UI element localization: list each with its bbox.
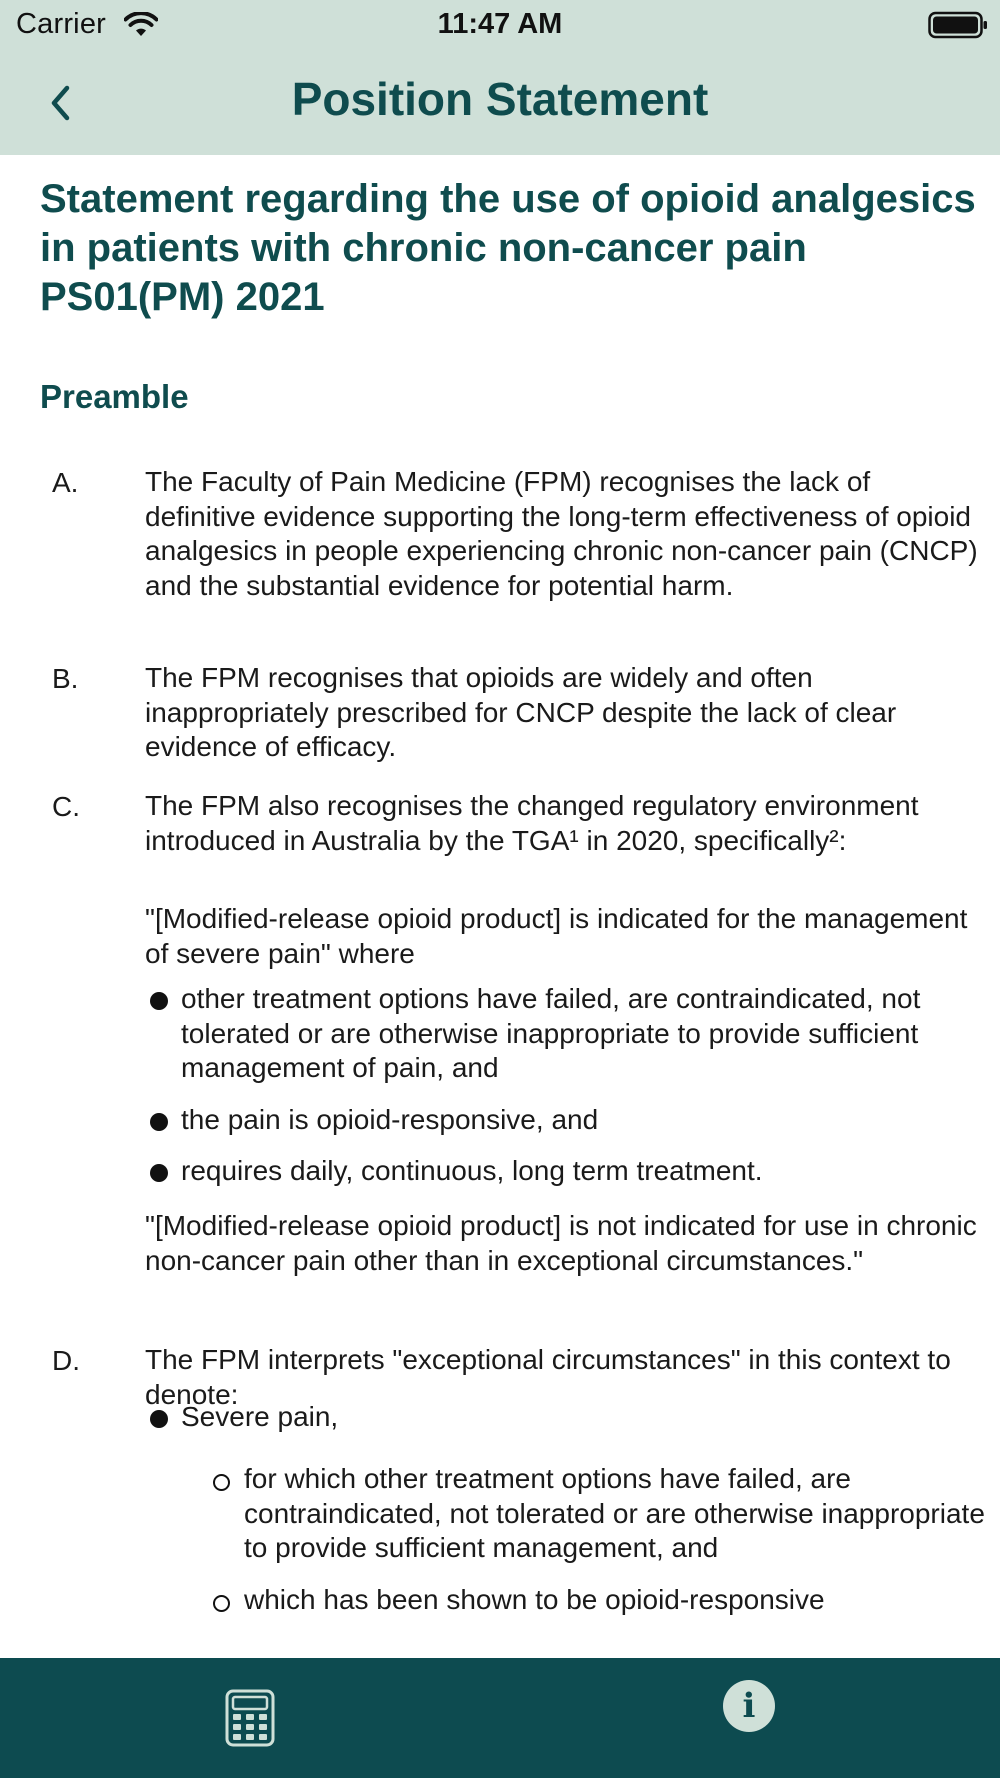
item-letter: D. xyxy=(52,1345,80,1376)
item-text: The FPM also recognises the changed regulatory environment introduced in Australia by the TGA¹ in 2020, specifically²: xyxy=(145,790,919,856)
list-item-text: the pain is opioid-responsive, and xyxy=(181,1104,599,1135)
tab-bar xyxy=(0,1658,1000,1778)
circle-bullet-icon xyxy=(213,1474,230,1491)
bullet-icon xyxy=(150,1113,168,1131)
list-item-text: Severe pain, xyxy=(181,1401,339,1432)
item-letter: C. xyxy=(52,791,80,822)
item-text: The FPM interprets "exceptional circumstances" in this context to denote: xyxy=(145,1344,951,1410)
item-text: The Faculty of Pain Medicine (FPM) recognises the lack of definitive evidence supporting the long-term effectiveness of opioid analgesics in people experiencing chronic non-cancer pain (CNCP) and the substantial evidence for potential harm. xyxy=(145,466,978,601)
status-bar xyxy=(0,0,1000,50)
item-letter: A. xyxy=(52,467,79,498)
section-heading: Preamble xyxy=(40,378,189,415)
bullet-icon xyxy=(150,1410,168,1428)
page-title: Position Statement xyxy=(291,73,709,125)
status-time: 11:47 AM xyxy=(437,8,563,40)
item-letter: B. xyxy=(52,663,79,694)
list-item-text: requires daily, continuous, long term treatment. xyxy=(181,1155,763,1186)
list-item-text: other treatment options have failed, are contraindicated, not tolerated or are otherwise inappropriate to provide sufficient management of pain, and xyxy=(181,983,921,1083)
quote-text: "[Modified-release opioid product] is not indicated for use in chronic non-cancer pain other than in exceptional circumstances." xyxy=(145,1210,977,1276)
calculator-icon[interactable] xyxy=(222,1688,278,1748)
bullet-icon xyxy=(150,992,168,1010)
info-icon[interactable]: i xyxy=(723,1680,775,1732)
carrier-label: Carrier xyxy=(16,8,107,40)
quote-text: "[Modified-release opioid product] is indicated for the management of severe pain" where xyxy=(145,903,968,969)
circle-bullet-icon xyxy=(213,1595,230,1612)
list-item-text: for which other treatment options have failed, are contraindicated, not tolerated or are otherwise inappropriate to provide sufficient management, and xyxy=(244,1463,985,1563)
header xyxy=(0,0,1000,155)
battery-icon xyxy=(928,10,988,40)
document-title: Statement regarding the use of opioid analgesics in patients with chronic non-cancer pain PS01(PM) 2021 xyxy=(40,177,976,319)
list-item-text: which has been shown to be opioid-responsive xyxy=(244,1584,825,1615)
item-text: The FPM recognises that opioids are widely and often inappropriately prescribed for CNCP despite the lack of clear evidence of efficacy. xyxy=(145,662,897,762)
bullet-icon xyxy=(150,1164,168,1182)
document-content[interactable] xyxy=(0,155,1000,1658)
